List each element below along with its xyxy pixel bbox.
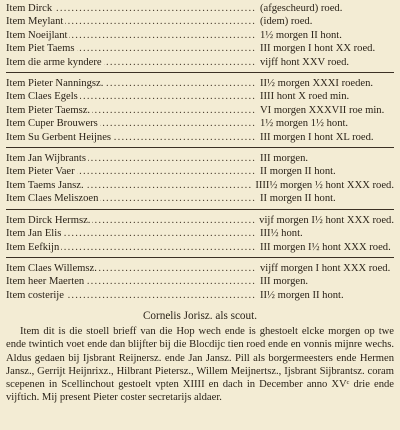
entry-name bbox=[6, 2, 256, 15]
section-heading: Cornelis Jorisz. als scout. bbox=[142, 310, 258, 323]
entry-value: III½ hont. bbox=[260, 228, 303, 240]
entry-name-text: Item Jan Wijbrants bbox=[6, 153, 86, 165]
entry-name-text: Item Cuper Brouwers bbox=[6, 118, 98, 130]
entry-name-text: Item Eefkijn bbox=[6, 241, 60, 253]
entry-name bbox=[6, 262, 256, 275]
entry-row bbox=[6, 227, 394, 240]
entry-value: II morgen II hont. bbox=[260, 166, 336, 178]
entry-name-text: Item heer Maerten bbox=[6, 276, 85, 288]
entry-value: 1½ morgen II hont. bbox=[260, 29, 342, 41]
entry-value: III morgen. bbox=[260, 276, 309, 288]
entry-row bbox=[6, 241, 394, 254]
entry-row bbox=[6, 2, 394, 15]
entry-row bbox=[6, 289, 394, 302]
entry-name-text: Item Claes Meliszoen bbox=[6, 193, 99, 205]
entry-name bbox=[6, 179, 251, 192]
entry-name-text: Item Claes Egels bbox=[6, 91, 78, 103]
group-separator bbox=[6, 72, 394, 73]
entry-list bbox=[6, 2, 394, 302]
entry-row bbox=[6, 214, 394, 227]
entry-name-text: Item Pieter Vaer bbox=[6, 166, 75, 178]
group-separator bbox=[6, 147, 394, 148]
entry-group bbox=[6, 2, 394, 69]
entry-row bbox=[6, 90, 394, 103]
entry-name bbox=[6, 152, 256, 165]
entry-value: (afgescheurd) roed. bbox=[260, 3, 343, 14]
entry-row bbox=[6, 275, 394, 288]
entry-name bbox=[6, 275, 256, 288]
entry-value: (idem) roed. bbox=[260, 16, 313, 28]
group-separator bbox=[6, 209, 394, 210]
entry-name bbox=[6, 214, 255, 227]
group-separator bbox=[6, 257, 394, 258]
entry-group bbox=[6, 77, 394, 144]
entry-name-text: Item costerije bbox=[6, 289, 64, 301]
entry-row bbox=[6, 131, 394, 144]
entry-value: IIII hont X roed min. bbox=[260, 91, 350, 103]
entry-name bbox=[6, 90, 256, 103]
closing-paragraph: Item dit is die stoell brieff van die Hop wech ende is ghestoelt elcke morgen op twe ende twintich voet ende dan blijfter bij die Blocdijc tien roed ende en vonnis mijnre wechs. Aldus gedaen bij Ijsbrant Reijnersz. ende Jan Jansz. Pill als borgermeesters ende Hermen Jansz., Gerrijt Heijnrixz., Hilbrant Pietersz., Willem Meijnertsz., Ijsbrant Sijbrantsz. coram scepenen in Scellinchout gestoelt vpten XIIII en dach in December anno XVᶜ drie ende vijftich. Mij present Pieter coster secretarijs aldaer. bbox=[6, 326, 394, 404]
entry-name-text: Item Taems Jansz. bbox=[6, 179, 84, 191]
entry-row bbox=[6, 117, 394, 130]
entry-value: IIII½ morgen ½ hont XXX roed. bbox=[255, 179, 394, 191]
entry-name-text: Item Su Gerbent Heijnes bbox=[6, 131, 112, 143]
entry-value: III morgen I½ hont XXX roed. bbox=[260, 241, 391, 253]
entry-name bbox=[6, 241, 256, 254]
entry-row bbox=[6, 152, 394, 165]
entry-name-text: Item Claes Willemsz. bbox=[6, 262, 97, 274]
entry-name bbox=[6, 29, 256, 42]
entry-row bbox=[6, 77, 394, 90]
entry-row bbox=[6, 104, 394, 117]
entry-value: vijff morgen I hont XXX roed. bbox=[260, 262, 391, 274]
entry-name-text: Item Piet Taems bbox=[6, 43, 75, 55]
entry-value: III morgen I hont XL roed. bbox=[260, 131, 374, 143]
entry-value: vijf morgen I½ hont XXX roed. bbox=[259, 214, 394, 226]
entry-name-text: Item Pieter Nanningsz. bbox=[6, 78, 104, 90]
entry-value: 1½ morgen 1½ hont. bbox=[260, 118, 349, 130]
entry-name bbox=[6, 227, 256, 240]
entry-name-text: Item Dirck bbox=[6, 3, 53, 14]
entry-group bbox=[6, 214, 394, 254]
entry-name-text: Item Dirck Hermsz. bbox=[6, 214, 91, 226]
entry-name-text: Item Meylant bbox=[6, 16, 64, 28]
entry-row bbox=[6, 179, 394, 192]
entry-group bbox=[6, 262, 394, 302]
entry-name bbox=[6, 77, 256, 90]
entry-row bbox=[6, 56, 394, 69]
entry-row bbox=[6, 29, 394, 42]
entry-name bbox=[6, 15, 256, 28]
entry-name-text: Item die arme kyndere bbox=[6, 56, 102, 68]
entry-row bbox=[6, 15, 394, 28]
entry-value: VI morgen XXXVII roe min. bbox=[260, 104, 385, 116]
entry-name bbox=[6, 56, 256, 69]
entry-row bbox=[6, 262, 394, 275]
entry-name-text: Item Pieter Taemsz. bbox=[6, 104, 91, 116]
entry-value: II½ morgen XXXI roeden. bbox=[260, 78, 374, 90]
entry-name bbox=[6, 117, 256, 130]
entry-name bbox=[6, 165, 256, 178]
entry-row bbox=[6, 165, 394, 178]
entry-name bbox=[6, 192, 256, 205]
entry-name bbox=[6, 42, 256, 55]
entry-name-text: Item Noeijlant bbox=[6, 29, 68, 41]
entry-value: III morgen I hont XX roed. bbox=[260, 43, 376, 55]
entry-value: vijff hont XXV roed. bbox=[260, 56, 350, 68]
entry-row bbox=[6, 192, 394, 205]
entry-name-text: Item Jan Elis bbox=[6, 228, 62, 240]
entry-name bbox=[6, 131, 256, 144]
entry-value: II morgen II hont. bbox=[260, 193, 336, 205]
entry-value: III morgen. bbox=[260, 153, 309, 165]
entry-name bbox=[6, 289, 256, 302]
entry-name bbox=[6, 104, 256, 117]
entry-row bbox=[6, 42, 394, 55]
entry-value: II½ morgen II hont. bbox=[260, 289, 344, 301]
entry-group bbox=[6, 152, 394, 206]
